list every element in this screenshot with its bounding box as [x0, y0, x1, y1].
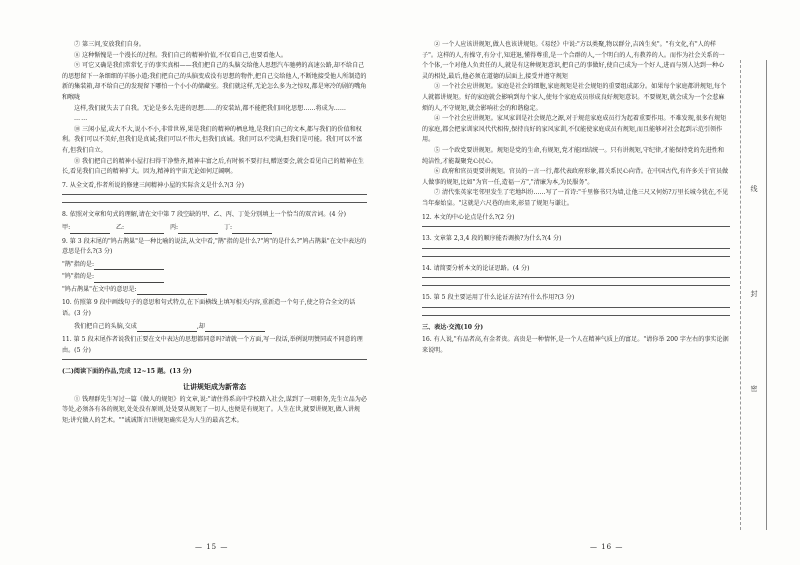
blank[interactable]: [70, 226, 110, 234]
blank[interactable]: [178, 226, 218, 234]
blank[interactable]: [124, 226, 164, 234]
item-label: "鹊"指的是:: [62, 260, 95, 268]
q10-prefix: 我们把自己的头脑,交成: [74, 322, 137, 330]
paragraph-7: ⑦ 第三问,安放我们自身。: [74, 41, 145, 48]
slot-label: 甲:: [62, 223, 71, 231]
essay-title: 让讲规矩成为新常态: [183, 382, 246, 392]
q10-fill: [62, 322, 367, 333]
slot-label: 丁:: [223, 223, 233, 231]
answer-line[interactable]: [422, 248, 730, 249]
question-16: 16. 有人说,"有品者高,有金者贵。高贵是一种情怀,是一个人在精神气质上的富足。"请你举 200 字左右的事实论据来说明。: [422, 336, 729, 355]
question-7: 7. 从全文看,作者所说的修建三间精神小屋的实际含义是什么?(3 分): [62, 181, 244, 189]
question-11: 11. 第 5 段末尾作者说我们正要在文中表达的思想都同意吗?请就一个方面,写一段话,举例说明赞同或不同意的理由。(5 分): [62, 336, 363, 354]
answer-line[interactable]: [422, 226, 730, 227]
question-9: 9. 第 3 段末尾的"鸠占鹊巢"是一种比喻的说法,从文中看,"鹊"指的是什么?"鸠"的是什么?"鸠占鹊巢"在文中表达的意思是什么?(3 分): [62, 237, 367, 256]
essay-paragraph-6: ⑥ 政府和官员更要讲规矩。官员的一言一行,都代表政府形象,都关系民心向背。在中国古代,有许多关于官员做人做事的规矩,比如"为官一任,造福一方","清廉为本,为民服务"。: [422, 168, 729, 186]
question-10: 10. 仿照第 9 段中画线句子的意思和句式特点,在下面横线上填写相关内容,重新造一个句子,使之符合全文的话语。(3 分): [62, 299, 356, 318]
answer-line[interactable]: [422, 315, 730, 316]
answer-line[interactable]: [62, 194, 367, 195]
answer-line[interactable]: [422, 256, 730, 257]
question-12: 12. 本文的中心论点是什么?(2 分): [422, 213, 515, 221]
margin-label-seal: 封: [750, 290, 758, 297]
left-column: [62, 40, 367, 426]
item-label: "鸠占鹊巢"在文中的意思是:: [62, 285, 137, 293]
question-8: 8. 依照对文章和句式的理解,请在文中第 7 段空缺的甲、乙、丙、丁处分别填上一个恰当的双音词。(4 分): [62, 211, 346, 219]
blank[interactable]: [232, 226, 272, 234]
item-label: "鸠"指的是:: [62, 273, 95, 281]
right-column: [422, 40, 730, 357]
blank[interactable]: [137, 287, 207, 295]
margin-label-line: 线: [750, 185, 758, 192]
essay-paragraph-7: ⑦ 清代张英家宅邻里发生了宅地纠纷……写了一首诗:"千里修书只为墙,让他三尺又何妨?万里长城今犹在,不见当年秦始皇。"这就是六尺巷的由来,彰显了规矩与谦让。: [422, 189, 729, 207]
binding-cut-line: [740, 60, 741, 530]
blank[interactable]: [94, 262, 164, 270]
essay-paragraph-5: ⑤ 一个政党要讲规矩。规矩是党的生命,有规矩,党才能团结统一。只有讲规矩,守纪律,才能保持党的先进性和纯洁性,才能凝聚党心民心。: [422, 146, 724, 165]
answer-line[interactable]: [422, 277, 730, 278]
blank[interactable]: [137, 324, 197, 332]
margin-label-secret: 密: [750, 385, 758, 392]
q9-item: [62, 272, 367, 283]
answer-line[interactable]: [62, 359, 367, 360]
binding-border: [766, 60, 767, 530]
q10-mid: ,却: [196, 322, 205, 330]
question-13: 13. 文章第 2,3,4 段的顺序能否调换?为什么?(4 分): [422, 235, 562, 243]
paragraph-8: ⑧ 这种惭愧是一个漫长的过程。我们自己的精神价值,不仅看自己,也要看他人。: [74, 51, 287, 59]
essay-paragraph-3: ③ 一个社会应讲规矩。家庭是社会的细胞,家庭规矩是社会规矩的重要组成部分。如果每个家庭都讲规矩,每个人就都讲规矩。好的家庭就会影响到每个家人,使每个家庭成员形成良好规矩意识。不要规矩,就会成为一个会惹麻烦的人,不守规矩,就会影响社会的和谐稳定。: [422, 83, 727, 112]
page-number: — 16 —: [590, 543, 624, 551]
paragraph-10: ⑩ 三闲小屋,或大不大,说小不小,非常世界,果是我们的精神的栖息地,是我们自己的文本,都与我们的价值和权利。我们可以不美好,但我们是真诚;我们可以不伟大,但我们真诚。我们可以不完满,但我们是可能。我们可以不富有,但我们自立。: [62, 125, 363, 154]
q9-item: [62, 285, 367, 296]
page-number: — 15 —: [195, 543, 229, 551]
paragraph-9-cont: 这样,我们就失去了自我。无论是多么先进的思想……的安装站,都不能把我们固化思想……将成为……: [74, 104, 346, 112]
blank[interactable]: [94, 275, 164, 283]
paragraph-9: ⑨ 可它又确是我们常常忆于的事实真相——我们把自己的头脑交给他人思想汽车驰骋的高速公路,却不给自己的思想留下一条细细的羊肠小道;我们把自己的头脑变成没有思想的物件,把自己交给他人,不断地接受他人所制造的新的集装箱,却不给自己的发现留下哪怕一个小小的储藏室。我们就这样,无论怎么多为之惊叹,都是寒冷的剧的嘴角和喉咙: [62, 62, 367, 101]
essay-paragraph-1: ① 钱理群先生写过一篇《做人的规矩》的文章,说:"请住得系高中学校踏入社会,谋到了一项职务,先生立品为必等处,必须各有各的规矩,处处没有原则,处处要从规矩了一切人,也便是有规矩了。人生在世,就要讲规矩,做人讲规矩;讲究做人的艺术。""诚诚斯言!讲规矩确实是为人生的最高艺术。: [62, 395, 367, 424]
slot-label: 乙:: [115, 223, 125, 231]
answer-line[interactable]: [422, 307, 730, 308]
blank[interactable]: [205, 324, 265, 332]
paragraph-11: ⑪ 我们把自己的精神小屋打扫得干净整齐,精神丰富之后,有时候不要打扫,赠送要会,就会看见自己的精神在生长,看见我们自己的精神扩大。因为,精神的宇宙无论如何辽阔啊。: [62, 157, 364, 176]
section-2-heading: (二)阅读下面的作品,完成 12~15 题。(13 分): [62, 368, 192, 376]
essay-paragraph-4: ④ 一个社会应讲规矩。家风家训是社会规范之源,对于规范家庭成员行为起着重要作用。不难发现,很多有规矩的家庭,都会把家训家风代代相传,保持良好的家风家训,不仅能使家庭成员有规矩,而且能够对社会起到示范引领作用。: [422, 115, 727, 144]
slot-label: 丙:: [169, 223, 179, 231]
answer-line[interactable]: [62, 202, 367, 203]
question-15: 15. 第 5 段主要运用了什么论证方法?有什么作用?(3 分): [422, 294, 575, 302]
ellipsis: ……: [74, 115, 89, 123]
q8-slots: [62, 223, 367, 234]
essay-paragraph-2: ② 一个人应该讲规矩,做人也该讲规矩。《易经》中说:"方以类聚,物以群分,吉凶生矣"。"有文化,有"人的样子"。这样的人,有操守,有分寸,知进退,懂得尊重,是一个合群的人,一个明白的人,有教养的人。而作为社会关系的一个个体,一个对他人负责任的人,就是有这种规矩意识,把自己的事做好,使自己成为一个好人,进而与别人达到一种心灵的相处,最后,他必须在道德的层面上,接受并遵守规矩: [422, 41, 725, 80]
section-3-heading: 三、表达·交流(10 分): [422, 323, 484, 331]
answer-line[interactable]: [422, 285, 730, 286]
question-14: 14. 请简要分析本文的论证思路。(4 分): [422, 264, 530, 272]
q9-item: [62, 260, 367, 271]
